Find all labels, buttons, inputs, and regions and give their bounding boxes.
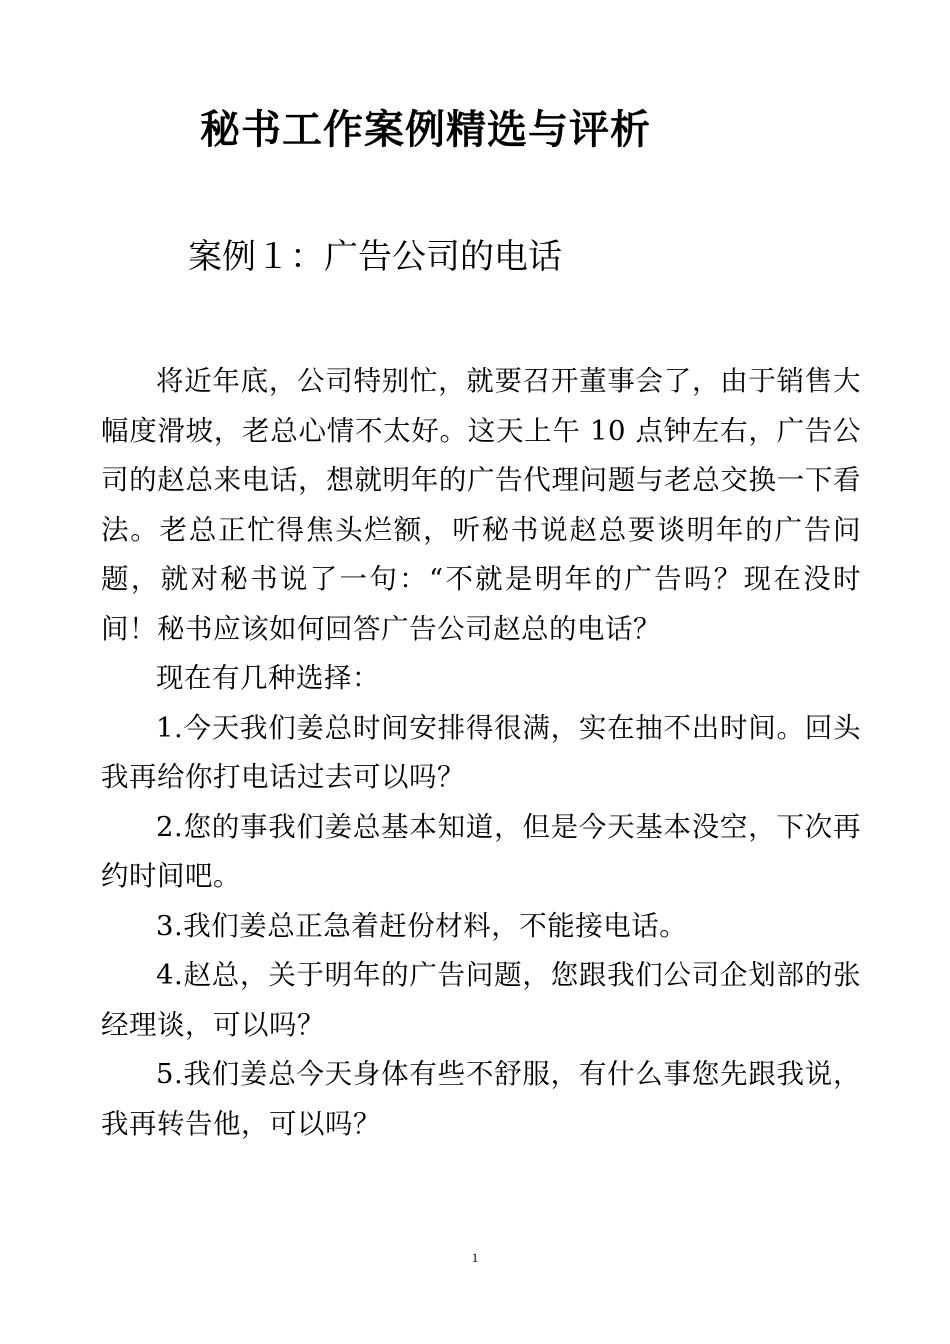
paragraph-option-3: 3.我们姜总正急着赶份材料，不能接电话。 (156, 909, 688, 942)
paragraph-option-1: 1.今天我们姜总时间安排得很满，实在抽不出时间。回头我再给你打电话过去可以吗？ (101, 711, 861, 793)
paragraph-option-2: 2.您的事我们姜总基本知道，但是今天基本没空，下次再约时间吧。 (101, 810, 861, 892)
paragraph-scenario: 将近年底，公司特别忙，就要召开董事会了，由于销售大幅度滑坡，老总心情不太好。这天上午 10 点钟左右，广告公司的赵总来电话，想就明年的广告代理问题与老总交换一下看法。老总正忙得焦头烂额，听秘书说赵总要谈明年的广告问题，就对秘书说了一句：“不就是明年的广告吗？现在没时间！秘书应该如何回答广告公司赵总的电话？ (101, 365, 861, 645)
document-body (101, 357, 861, 1149)
paragraph-choices-intro: 现在有几种选择： (156, 662, 380, 694)
case-heading: 案例１：广告公司的电话 (188, 237, 562, 277)
page-number: 1 (471, 1250, 479, 1265)
paragraph-option-4: 4.赵总，关于明年的广告问题，您跟我们公司企划部的张经理谈，可以吗？ (101, 959, 861, 1041)
paragraph-option-5: 5.我们姜总今天身体有些不舒服，有什么事您先跟我说，我再转告他，可以吗？ (101, 1058, 861, 1140)
document-title: 秘书工作案例精选与评析 (200, 106, 651, 153)
